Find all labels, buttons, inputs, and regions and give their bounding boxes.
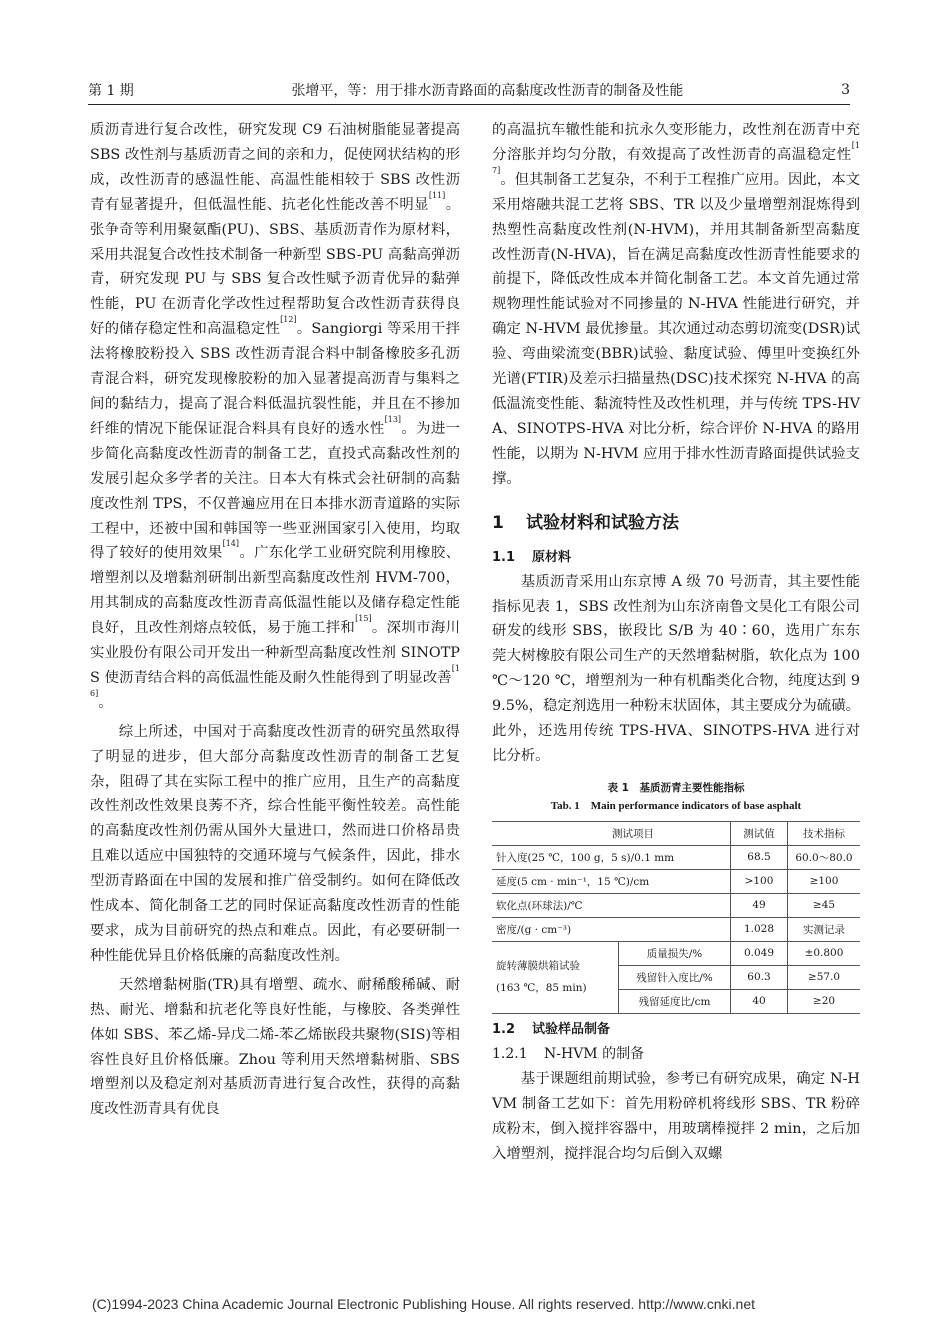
paragraph-natural-resin: 天然增黏树脂(TR)具有增塑、疏水、耐稀酸稀碱、耐热、耐光、增黏和抗老化等良好性能，与橡胶、各类弹性体如 SBS、苯乙烯-异戊二烯-苯乙烯嵌段共聚物(SIS)等相容性良好且价格低廉。Zhou 等利用天然增黏树脂、SBS 增塑剂以及稳定剂对基质沥青进行复合改性，获得的高黏度改性沥青具有优良 bbox=[90, 976, 460, 1118]
table-cell: 实测记录 bbox=[788, 917, 861, 941]
paragraph-preparation: 基于课题组前期试验，参考已有研究成果，确定 N-HVM 制备工艺如下：首先用粉碎机将线形 SBS、TR 粉碎成粉末，倒入搅拌容器中，用玻璃棒搅拌 2 min，之后加入增塑剂，搅拌混合均匀后倒入双螺 bbox=[492, 1070, 860, 1162]
table-cell: 1.028 bbox=[731, 917, 788, 941]
table-row bbox=[492, 917, 860, 941]
table-cell: 68.5 bbox=[731, 845, 788, 869]
table-cell: ≥100 bbox=[788, 869, 861, 893]
table-cell: 质量损失/% bbox=[619, 941, 731, 965]
copyright-footer: (C)1994-2023 China Academic Journal Electronic Publishing House. All rights reserved. http://www.cnki.net bbox=[92, 1296, 755, 1312]
table-row bbox=[492, 845, 860, 869]
table-cell: ≥45 bbox=[788, 893, 861, 917]
table-cell: 40 bbox=[731, 989, 788, 1013]
table-cell: 0.049 bbox=[731, 941, 788, 965]
right-column bbox=[492, 118, 860, 1166]
section-heading-1-2-1: 1.2.1 N-HVM 的制备 bbox=[492, 1045, 645, 1062]
table-cell: 残留延度比/cm bbox=[619, 989, 731, 1013]
section-heading-1-1: 1.1 原材料 bbox=[492, 549, 572, 565]
section-heading-1-2: 1.2 试验样品制备 bbox=[492, 1021, 611, 1037]
section-heading-1: 1 试验材料和试验方法 bbox=[492, 512, 679, 533]
issue-label: 第 1 期 bbox=[88, 83, 134, 99]
running-title: 张增平，等：用于排水沥青路面的高黏度改性沥青的制备及性能 bbox=[291, 83, 684, 99]
citation-13[interactable]: [13] bbox=[384, 414, 402, 424]
table-group-cell: 旋转薄膜烘箱试验 (163 ℃，85 min) bbox=[492, 941, 619, 1013]
citation-11[interactable]: [11] bbox=[428, 190, 446, 200]
table-header-cell: 技术指标 bbox=[788, 821, 861, 845]
table-cell: ±0.800 bbox=[788, 941, 861, 965]
table-header-cell: 测试项目 bbox=[492, 821, 731, 845]
citation-14[interactable]: [14] bbox=[222, 539, 240, 549]
header-rule bbox=[88, 104, 850, 105]
base-asphalt-table bbox=[492, 821, 860, 1014]
paragraph-summary: 综上所述，中国对于高黏度改性沥青的研究虽然取得了明显的进步，但大部分高黏度改性沥青的制备工艺复杂，阻碍了其在实际工程中的推广应用，且生产的高黏度改性剂改性效果良莠不齐，综合性能平衡性较差。高性能的高黏度改性剂仍需从国外大量进口，然而进口价格昂贵且难以适应中国独特的交通环境与气候条件，因此，排水型沥青路面在中国的发展和推广倍受制约。如何在降低改性成本、简化制备工艺的同时保证高黏度改性沥青的性能要求，成为目前研究的热点和难点。因此，有必要研制一种性能优异且价格低廉的高黏度改性剂。 bbox=[90, 723, 460, 964]
citation-17[interactable]: [17] bbox=[492, 140, 860, 175]
table-cell: 针入度(25 ℃，100 g，5 s)/0.1 mm bbox=[492, 845, 731, 869]
citation-16[interactable]: [16] bbox=[90, 663, 460, 698]
table-cell: 60.0～80.0 bbox=[788, 845, 861, 869]
table-header-row bbox=[492, 821, 860, 845]
table-cell: ≥20 bbox=[788, 989, 861, 1013]
table-caption-cn: 表 1 基质沥青主要性能指标 bbox=[607, 781, 745, 794]
table-header-cell: 测试值 bbox=[731, 821, 788, 845]
page-number: 3 bbox=[841, 82, 850, 98]
table-cell: 延度(5 cm · min⁻¹，15 ℃)/cm bbox=[492, 869, 731, 893]
table-cell: 49 bbox=[731, 893, 788, 917]
table-row bbox=[492, 941, 860, 965]
citation-12[interactable]: [12] bbox=[280, 315, 297, 325]
table-row bbox=[492, 869, 860, 893]
table-cell: 60.3 bbox=[731, 965, 788, 989]
paragraph-objective: 的高温抗车辙性能和抗永久变形能力，改性剂在沥青中充分溶胀并均匀分散，有效提高了改性沥青的高温稳定性[17]。但其制备工艺复杂，不利于工程推广应用。因此，本文采用熔融共混工艺将 SBS、TR 以及少量增塑剂混炼得到热塑性高黏度改性剂(N-HVM)，并用其制备新型高黏度改性沥青(N-HVA)，旨在满足高黏度改性沥青性能要求的前提下，降低改性成本并简化制备工艺。本文首先通过常规物理性能试验对不同掺量的 N-HVA 性能进行研究，并确定 N-HVM 最优掺量。其次通过动态剪切流变(DSR)试验、弯曲梁流变(BBR)试验、黏度试验、傅里叶变换红外光谱(FTIR)及差示扫描量热(DSC)技术探究 N-HVA 的高低温流变性能、黏流特性及改性机理，并与传统 TPS-HVA、SINOTPS-HVA 对比分析，综合评价 N-HVA 的路用性能，以期为 N-HVM 应用于排水性沥青路面提供试验支撑。 bbox=[492, 122, 860, 487]
paragraph-review: 质沥青进行复合改性，研究发现 C9 石油树脂能显著提高 SBS 改性剂与基质沥青之间的亲和力，促使网状结构的形成，改性沥青的感温性能、高温性能相较于 SBS 改性沥青有显著提升，但低温性能、抗老化性能改善不明显[11]。张争奇等利用聚氨酯(PU)、SBS、基质沥青作为原材料，采用共混复合改性技术制备一种新型 SBS-PU 高黏高弹沥青，研究发现 PU 与 SBS 复合改性赋予沥青优异的黏弹性能，PU 在沥青化学改性过程帮助复合改性沥青获得良好的储存稳定性和高温稳定性[12]。Sangiorgi 等采用干拌法将橡胶粉投入 SBS 改性沥青混合料中制备橡胶多孔沥青混合料，研究发现橡胶粉的加入显著提高沥青与集料之间的黏结力，提高了混合料低温抗裂性能，并且在不掺加纤维的情况下能保证混合料具有良好的透水性[13]。为进一步简化高黏度改性沥青的制备工艺，直投式高黏改性剂的发展引起众多学者的关注。日本大有株式会社研制的高黏度改性剂 TPS，不仅普遍应用在日本排水沥青道路的实际工程中，还被中国和韩国等一些亚洲国家引入使用，均取得了较好的使用效果[14]。广东化学工业研究院利用橡胶、增塑剂以及增黏剂研制出新型高黏度改性剂 HVM-700，用其制成的高黏度改性沥青高低温性能以及储存稳定性能良好，且改性剂熔点较低，易于施工拌和[15]。深圳市海川实业股份有限公司开发出一种新型高黏度改性剂 SINOTPS 使沥青结合料的高低温性能及耐久性能得到了明显改善[16]。 bbox=[90, 122, 460, 711]
citation-15[interactable]: [15] bbox=[355, 614, 372, 624]
paragraph-materials: 基质沥青采用山东京博 A 级 70 号沥青，其主要性能指标见表 1，SBS 改性剂为山东济南鲁文昊化工有限公司研发的线形 SBS，嵌段比 S/B 为 40∶60，选用广东东莞大树橡胶有限公司生产的天然增黏树脂，软化点为 100 ℃～120 ℃，增塑剂为一种有机酯类化合物，纯度达到 99.5%，稳定剂选用一种粉末状固体，其主要成分为硫磺。此外，还选用传统 TPS-HVA、SINOTPS-HVA 进行对比分析。 bbox=[492, 573, 860, 764]
table-cell: >100 bbox=[731, 869, 788, 893]
table-cell: 残留针入度比/% bbox=[619, 965, 731, 989]
table-caption-en: Tab. 1 Main performance indicators of base asphalt bbox=[550, 799, 802, 812]
table-cell: 密度/(g · cm⁻³) bbox=[492, 917, 731, 941]
table-row bbox=[492, 893, 860, 917]
left-column bbox=[90, 118, 460, 1122]
table-cell: ≥57.0 bbox=[788, 965, 861, 989]
table-cell: 软化点(环球法)/℃ bbox=[492, 893, 731, 917]
running-header bbox=[88, 78, 850, 102]
